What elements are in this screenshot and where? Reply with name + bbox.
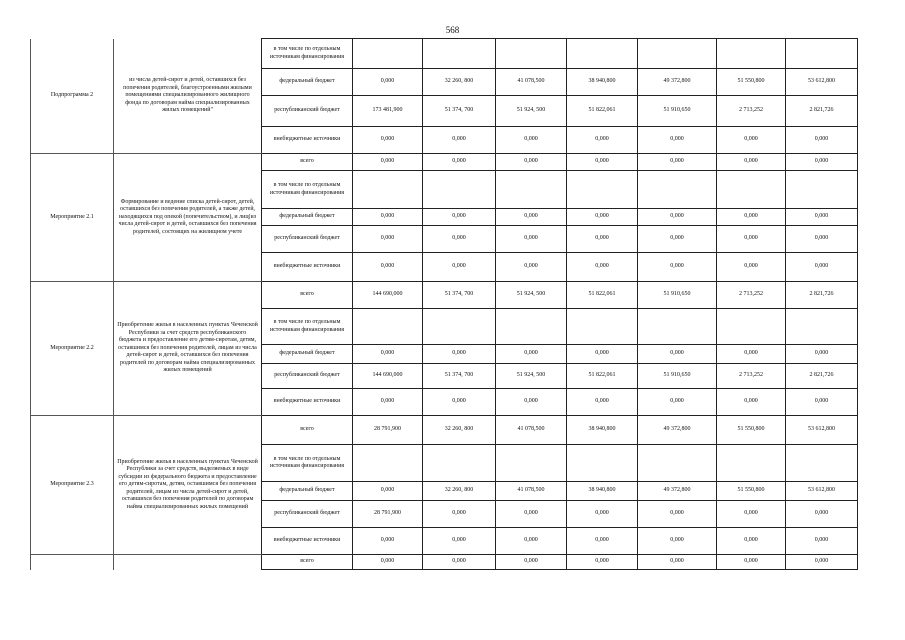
- value-cell: [496, 445, 567, 482]
- funding-source-cell: всего: [262, 416, 353, 445]
- value-cell: 0,000: [638, 345, 717, 364]
- value-cell: [638, 39, 717, 69]
- value-cell: 0,000: [567, 226, 638, 253]
- value-cell: 0,000: [353, 226, 423, 253]
- table-row: [31, 154, 858, 171]
- value-cell: 0,000: [567, 528, 638, 555]
- value-cell: 0,000: [567, 154, 638, 171]
- value-cell: 0,000: [353, 528, 423, 555]
- value-cell: 0,000: [353, 154, 423, 171]
- value-cell: 0,000: [423, 154, 496, 171]
- value-cell: 53 612,800: [786, 482, 858, 501]
- funding-source-cell: федеральный бюджет: [262, 69, 353, 96]
- funding-source-cell: в том числе по отдельным источникам финансирования: [262, 309, 353, 345]
- value-cell: 0,000: [496, 226, 567, 253]
- value-cell: 38 940,800: [567, 69, 638, 96]
- funding-source-cell: республиканский бюджет: [262, 501, 353, 528]
- value-cell: 0,000: [423, 389, 496, 416]
- funding-source-cell: республиканский бюджет: [262, 226, 353, 253]
- value-cell: 0,000: [423, 253, 496, 282]
- value-cell: 0,000: [786, 226, 858, 253]
- section-label: [31, 555, 114, 570]
- value-cell: 0,000: [786, 345, 858, 364]
- value-cell: [786, 39, 858, 69]
- value-cell: 2 713,252: [717, 364, 786, 389]
- value-cell: 0,000: [638, 127, 717, 154]
- funding-source-cell: в том числе по отдельным источникам финансирования: [262, 39, 353, 69]
- value-cell: 0,000: [423, 501, 496, 528]
- value-cell: 51 374, 700: [423, 364, 496, 389]
- value-cell: 51 550,800: [717, 69, 786, 96]
- value-cell: [353, 171, 423, 209]
- value-cell: 51 374, 700: [423, 96, 496, 127]
- funding-source-cell: федеральный бюджет: [262, 345, 353, 364]
- value-cell: 51 550,800: [717, 416, 786, 445]
- value-cell: 0,000: [638, 555, 717, 570]
- value-cell: 0,000: [717, 209, 786, 226]
- funding-source-cell: внебюджетные источники: [262, 389, 353, 416]
- value-cell: 0,000: [567, 253, 638, 282]
- value-cell: 0,000: [786, 209, 858, 226]
- funding-source-cell: внебюджетные источники: [262, 253, 353, 282]
- value-cell: 0,000: [423, 528, 496, 555]
- value-cell: 0,000: [567, 345, 638, 364]
- value-cell: [567, 39, 638, 69]
- value-cell: 0,000: [496, 253, 567, 282]
- value-cell: 0,000: [423, 209, 496, 226]
- funding-source-cell: в том числе по отдельным источникам финансирования: [262, 445, 353, 482]
- funding-source-cell: в том числе по отдельным источникам финансирования: [262, 171, 353, 209]
- value-cell: 41 078,500: [496, 69, 567, 96]
- value-cell: [567, 309, 638, 345]
- value-cell: 28 791,900: [353, 501, 423, 528]
- value-cell: 144 690,000: [353, 364, 423, 389]
- value-cell: 0,000: [567, 555, 638, 570]
- value-cell: 0,000: [423, 127, 496, 154]
- table-row: [31, 416, 858, 445]
- value-cell: 0,000: [423, 555, 496, 570]
- value-cell: 0,000: [786, 253, 858, 282]
- value-cell: 0,000: [638, 501, 717, 528]
- value-cell: 0,000: [496, 501, 567, 528]
- value-cell: 53 612,800: [786, 69, 858, 96]
- table-row: [31, 555, 858, 570]
- value-cell: 2 821,726: [786, 282, 858, 309]
- value-cell: 0,000: [638, 528, 717, 555]
- value-cell: 2 821,726: [786, 96, 858, 127]
- value-cell: 49 372,800: [638, 416, 717, 445]
- value-cell: 51 550,800: [717, 482, 786, 501]
- value-cell: 51 910,650: [638, 96, 717, 127]
- value-cell: [567, 171, 638, 209]
- page-number: 568: [445, 25, 460, 35]
- value-cell: 32 260, 800: [423, 482, 496, 501]
- value-cell: 0,000: [567, 209, 638, 226]
- value-cell: [717, 445, 786, 482]
- value-cell: 0,000: [786, 154, 858, 171]
- section-label: Мероприятие 2.3: [31, 416, 114, 555]
- value-cell: 0,000: [638, 154, 717, 171]
- value-cell: 2 821,726: [786, 364, 858, 389]
- value-cell: 173 481,900: [353, 96, 423, 127]
- value-cell: 0,000: [567, 389, 638, 416]
- value-cell: [638, 309, 717, 345]
- funding-source-cell: всего: [262, 555, 353, 570]
- value-cell: 0,000: [717, 154, 786, 171]
- value-cell: 49 372,800: [638, 69, 717, 96]
- value-cell: 0,000: [353, 253, 423, 282]
- value-cell: [786, 309, 858, 345]
- value-cell: [423, 39, 496, 69]
- section-description: из числа детей-сирот и детей, оставшихся без попечения родителей, благоустроенными жилыми помещениями специализированного жилищного фонда по договорам найма специализированных жилых помещений": [114, 39, 262, 154]
- value-cell: 0,000: [423, 226, 496, 253]
- value-cell: [496, 39, 567, 69]
- value-cell: 0,000: [567, 501, 638, 528]
- funding-source-cell: федеральный бюджет: [262, 209, 353, 226]
- value-cell: [353, 309, 423, 345]
- value-cell: 0,000: [496, 345, 567, 364]
- value-cell: [638, 171, 717, 209]
- value-cell: 0,000: [496, 528, 567, 555]
- value-cell: 51 924, 500: [496, 282, 567, 309]
- value-cell: [423, 445, 496, 482]
- value-cell: 51 822,061: [567, 364, 638, 389]
- value-cell: 51 822,061: [567, 282, 638, 309]
- value-cell: 0,000: [353, 555, 423, 570]
- value-cell: 0,000: [717, 555, 786, 570]
- table-row: [31, 39, 858, 69]
- value-cell: 2 713,252: [717, 96, 786, 127]
- value-cell: 0,000: [786, 555, 858, 570]
- value-cell: 0,000: [423, 345, 496, 364]
- value-cell: 0,000: [496, 555, 567, 570]
- value-cell: 0,000: [638, 253, 717, 282]
- budget-table: [30, 38, 858, 570]
- funding-source-cell: федеральный бюджет: [262, 482, 353, 501]
- value-cell: 0,000: [496, 127, 567, 154]
- value-cell: [717, 309, 786, 345]
- value-cell: 0,000: [717, 389, 786, 416]
- value-cell: 0,000: [638, 389, 717, 416]
- value-cell: 0,000: [717, 127, 786, 154]
- value-cell: 51 924, 500: [496, 96, 567, 127]
- value-cell: [353, 445, 423, 482]
- value-cell: 0,000: [496, 389, 567, 416]
- value-cell: 0,000: [638, 226, 717, 253]
- value-cell: [786, 171, 858, 209]
- value-cell: 0,000: [353, 482, 423, 501]
- funding-source-cell: всего: [262, 154, 353, 171]
- value-cell: 144 690,000: [353, 282, 423, 309]
- value-cell: 32 260, 800: [423, 69, 496, 96]
- funding-source-cell: республиканский бюджет: [262, 364, 353, 389]
- value-cell: 0,000: [353, 209, 423, 226]
- section-label: Мероприятие 2.2: [31, 282, 114, 416]
- value-cell: 0,000: [496, 154, 567, 171]
- value-cell: 0,000: [717, 226, 786, 253]
- table-row: [31, 282, 858, 309]
- value-cell: [496, 309, 567, 345]
- value-cell: 0,000: [353, 127, 423, 154]
- value-cell: 0,000: [786, 389, 858, 416]
- value-cell: 0,000: [496, 209, 567, 226]
- value-cell: 41 078,500: [496, 482, 567, 501]
- section-label: Мероприятие 2.1: [31, 154, 114, 282]
- value-cell: 49 372,800: [638, 482, 717, 501]
- funding-source-cell: всего: [262, 282, 353, 309]
- value-cell: 51 910,650: [638, 364, 717, 389]
- value-cell: 41 078,500: [496, 416, 567, 445]
- value-cell: [786, 445, 858, 482]
- value-cell: 0,000: [353, 389, 423, 416]
- value-cell: 0,000: [717, 501, 786, 528]
- value-cell: 51 924, 500: [496, 364, 567, 389]
- value-cell: 0,000: [786, 528, 858, 555]
- section-description: Приобретение жилья в населенных пунктах Чеченской Республики за счет средств, выделяемых в виде субсидии из федерального бюджета и предоставление его детям-сиротам, детям, оставшимся без попечения родителей, лицам из числа детей-сирот и детей, оставшихся без попечения родителей по договорам найма специализированных жилых помещений: [114, 416, 262, 555]
- value-cell: 0,000: [717, 528, 786, 555]
- value-cell: 0,000: [717, 345, 786, 364]
- value-cell: 38 940,800: [567, 416, 638, 445]
- value-cell: [496, 171, 567, 209]
- value-cell: 0,000: [353, 345, 423, 364]
- value-cell: 53 612,800: [786, 416, 858, 445]
- value-cell: 51 374, 700: [423, 282, 496, 309]
- value-cell: 0,000: [353, 69, 423, 96]
- value-cell: 28 791,900: [353, 416, 423, 445]
- value-cell: 0,000: [717, 253, 786, 282]
- value-cell: [353, 39, 423, 69]
- funding-source-cell: внебюджетные источники: [262, 528, 353, 555]
- value-cell: [423, 309, 496, 345]
- value-cell: [423, 171, 496, 209]
- funding-source-cell: внебюджетные источники: [262, 127, 353, 154]
- value-cell: 0,000: [638, 209, 717, 226]
- value-cell: [717, 39, 786, 69]
- value-cell: [638, 445, 717, 482]
- value-cell: 51 910,650: [638, 282, 717, 309]
- section-description: [114, 555, 262, 570]
- value-cell: 32 260, 800: [423, 416, 496, 445]
- value-cell: 0,000: [786, 501, 858, 528]
- section-label: Подпрограмма 2: [31, 39, 114, 154]
- value-cell: 0,000: [567, 127, 638, 154]
- value-cell: 2 713,252: [717, 282, 786, 309]
- value-cell: [717, 171, 786, 209]
- value-cell: 0,000: [786, 127, 858, 154]
- section-description: Приобретение жилья в населенных пунктах Чеченской Республики за счет средств республиканского бюджета и предоставление его детям-сиротам, детям, оставшимся без попечения родителей, лицам из числа детей-сирот и детей, оставшихся без попечения родителей по договорам найма специализированных жилых помещений: [114, 282, 262, 416]
- value-cell: [567, 445, 638, 482]
- funding-source-cell: республиканский бюджет: [262, 96, 353, 127]
- value-cell: 51 822,061: [567, 96, 638, 127]
- section-description: Формирование и ведение списка детей-сирот, детей, оставшихся без попечения родителей, а также детей, находящихся под опекой (попечительством), и лиц(из числа детей-сирот и детей, оставшихся без попечения родителей, состоящих на жилищном учете: [114, 154, 262, 282]
- value-cell: 38 940,800: [567, 482, 638, 501]
